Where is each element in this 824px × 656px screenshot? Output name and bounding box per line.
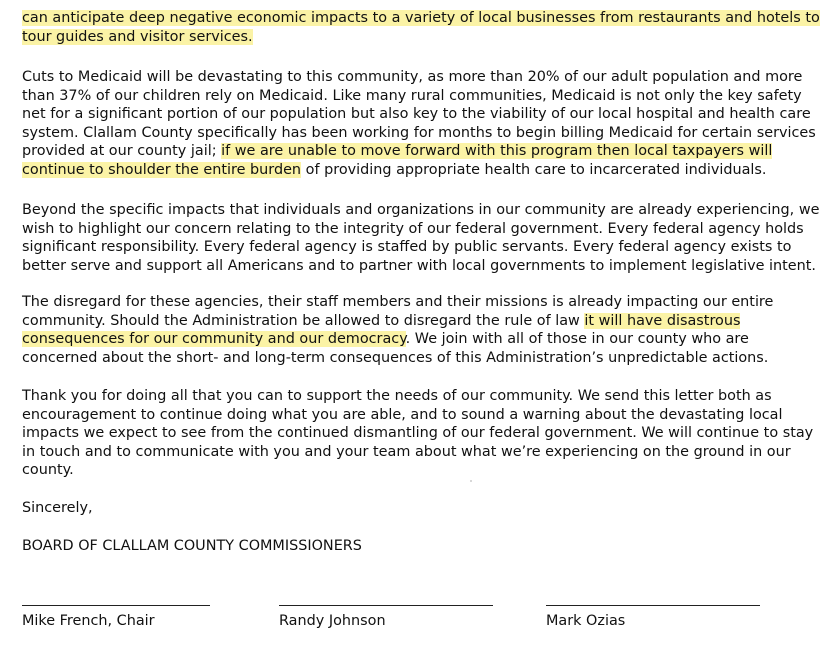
- text-line: [22, 312, 812, 331]
- text-line: Cuts to Medicaid will be devastating to this community, as more than 20% of our adult population and more: [22, 69, 803, 85]
- plain-text: . We join with all of those in our county who are: [405, 331, 749, 348]
- text-line: [22, 142, 812, 161]
- text-line: than 37% of our children rely on Medicaid. Like many rural communities, Medicaid is not only the key safety: [22, 87, 802, 104]
- text-line: concerned about the short- and long-term consequences of this Administration’s unpredictable actions.: [22, 349, 769, 366]
- paragraph-rule-of-law: [22, 293, 812, 367]
- signatory-name: Mark Ozias: [546, 613, 626, 629]
- scan-speck: [470, 480, 472, 482]
- closing: [22, 499, 812, 518]
- text-line: [22, 9, 820, 28]
- text-line: in touch and to communicate with you and your team about what we’re experiencing on the ground in our: [22, 443, 791, 460]
- text-line: better serve and support all Americans and to partner with local governments to implement legislative intent.: [22, 257, 816, 274]
- signatory-name: Mike French, Chair: [22, 613, 155, 629]
- paragraph-thank-you: [22, 387, 812, 480]
- text-line: system. Clallam County specifically has been working for months to begin billing Medicaid for certain services: [22, 124, 816, 141]
- text-line: Thank you for doing all that you can to support the needs of our community. We send this letter both as: [22, 388, 772, 404]
- text-line: [22, 28, 812, 47]
- board-text: BOARD OF CLALLAM COUNTY COMMISSIONERS: [22, 538, 362, 554]
- plain-text: provided at our county jail;: [22, 143, 222, 160]
- plain-text: community. Should the Administration be allowed to disregard the rule of law: [22, 312, 585, 329]
- closing-text: Sincerely,: [22, 500, 93, 516]
- highlighted-text: can anticipate deep negative economic impacts to a variety of local businesses from restaurants and hotels to: [22, 10, 820, 26]
- text-line: significant responsibility. Every federal agency is staffed by public servants. Every federal agency exists to: [22, 239, 792, 256]
- text-line: encouragement to continue doing what you are able, and to sound a warning about the devastating local: [22, 406, 783, 423]
- plain-text: of providing appropriate health care to incarcerated individuals.: [301, 161, 767, 178]
- text-line: The disregard for these agencies, their staff members and their missions is already impacting our entire: [22, 294, 774, 310]
- signature-line-johnson: [279, 605, 493, 606]
- highlighted-text: if we are unable to move forward with this program then local taxpayers will: [221, 143, 773, 160]
- paragraph-medicaid: [22, 68, 816, 180]
- signatory-name: Randy Johnson: [279, 613, 386, 629]
- highlighted-text: it will have disastrous: [584, 312, 741, 329]
- paragraph-federal-integrity: [22, 201, 820, 275]
- text-line: net for a significant portion of our population but also key to the viability of our local hospital and health care: [22, 106, 811, 123]
- highlighted-text: consequences for our community and our democracy: [22, 331, 406, 348]
- text-line: [22, 161, 812, 180]
- board-name: [22, 537, 812, 556]
- highlighted-text: tour guides and visitor services.: [22, 28, 253, 45]
- signature-line-french: [22, 605, 210, 606]
- paragraph-tourism-impacts: [22, 9, 820, 46]
- text-line: impacts we expect to see from the continued dismantling of our federal government. We will continue to stay: [22, 425, 814, 442]
- text-line: wish to highlight our concern relating to the integrity of our federal government. Every federal agency holds: [22, 220, 804, 237]
- text-line: county.: [22, 462, 74, 479]
- text-line: Beyond the specific impacts that individuals and organizations in our community are already experiencing, we: [22, 202, 820, 218]
- highlighted-text: continue to shoulder the entire burden: [22, 161, 302, 178]
- signature-line-ozias: [546, 605, 760, 606]
- text-line: [22, 330, 812, 349]
